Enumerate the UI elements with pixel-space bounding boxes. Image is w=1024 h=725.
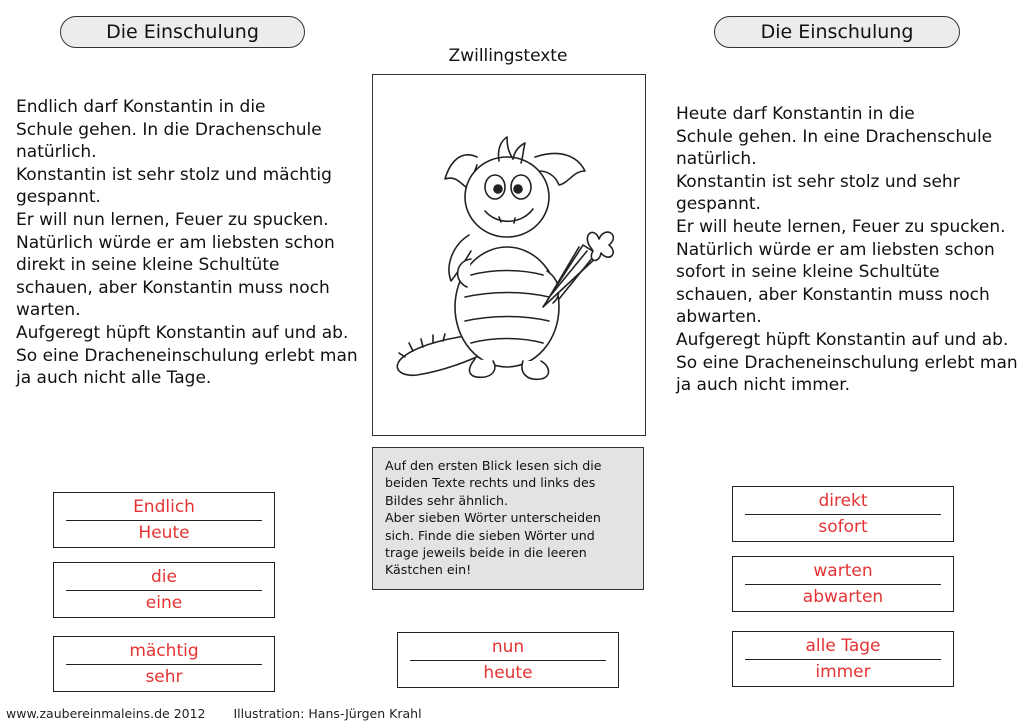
right-story-line: So eine Dracheneinschulung erlebt man: [676, 352, 1018, 373]
answer-divider: [745, 514, 941, 515]
answer-word-right: heute: [483, 663, 533, 683]
footer: [6, 706, 422, 721]
right-story-line: Konstantin ist sehr stolz und sehr: [676, 171, 960, 192]
left-story-line: natürlich.: [16, 142, 97, 163]
answer-word-right: immer: [815, 662, 871, 682]
answer-box-3[interactable]: [53, 636, 275, 692]
illustration-frame: [372, 74, 646, 436]
footer-credit: Illustration: Hans-Jürgen Krahl: [233, 706, 422, 721]
title-right: Die Einschulung: [714, 16, 960, 48]
subtitle: Zwillingstexte: [448, 46, 568, 66]
answer-divider: [66, 664, 262, 665]
answer-box-6[interactable]: [732, 556, 954, 612]
instruction-box: [372, 447, 644, 590]
answer-divider: [745, 584, 941, 585]
right-story-line: schauen, aber Konstantin muss noch: [676, 284, 990, 305]
answer-word-left: nun: [491, 637, 525, 657]
right-story-line: sofort in seine kleine Schultüte: [676, 262, 940, 283]
dragon-illustration: [373, 75, 645, 435]
left-story-line: Konstantin ist sehr stolz und mächtig: [16, 164, 332, 185]
left-story-line: Endlich darf Konstantin in die: [16, 97, 266, 117]
left-story-line: So eine Dracheneinschulung erlebt man: [16, 345, 358, 366]
title-left: Die Einschulung: [60, 16, 305, 48]
instruction-line: sich. Finde die sieben Wörter und: [385, 527, 595, 543]
answer-word-right: Heute: [138, 523, 190, 543]
left-story-line: direkt in seine kleine Schultüte: [16, 255, 280, 276]
answer-word-left: warten: [813, 561, 873, 581]
right-story-line: ja auch nicht immer.: [676, 375, 851, 396]
left-story-line: warten.: [16, 300, 81, 321]
answer-box-2[interactable]: [53, 562, 275, 618]
left-story-line: Natürlich würde er am liebsten schon: [16, 232, 335, 253]
right-story-line: Er will heute lernen, Feuer zu spucken.: [676, 216, 1006, 237]
instruction-line: Auf den ersten Blick lesen sich die: [385, 458, 602, 473]
left-story-line: schauen, aber Konstantin muss noch: [16, 277, 330, 298]
left-story-line: Schule gehen. In die Drachenschule: [16, 119, 322, 140]
answer-word-left: mächtig: [129, 641, 199, 661]
answer-word-left: die: [151, 567, 177, 587]
right-story-line: gespannt.: [676, 194, 761, 215]
instruction-line: Aber sieben Wörter unterscheiden: [385, 510, 601, 526]
right-story-line: Heute darf Konstantin in die: [676, 104, 915, 124]
answer-word-left: Endlich: [133, 497, 195, 517]
answer-box-1[interactable]: [53, 492, 275, 548]
instruction-line: Bildes sehr ähnlich.: [385, 492, 509, 508]
answer-divider: [66, 590, 262, 591]
right-story-line: natürlich.: [676, 149, 757, 170]
right-story-line: Natürlich würde er am liebsten schon: [676, 239, 995, 260]
left-story: [16, 96, 358, 390]
answer-word-right: sofort: [818, 517, 868, 537]
left-story-line: Er will nun lernen, Feuer zu spucken.: [16, 209, 329, 230]
answer-word-left: alle Tage: [805, 636, 881, 656]
right-story: [676, 103, 1018, 397]
footer-website: www.zaubereinmaleins.de 2012: [6, 706, 206, 721]
answer-box-5[interactable]: [732, 486, 954, 542]
answer-divider: [410, 660, 606, 661]
answer-box-7[interactable]: [732, 631, 954, 687]
instruction-line: Kästchen ein!: [385, 562, 472, 578]
left-story-line: gespannt.: [16, 187, 101, 208]
instruction-line: trage jeweils beide in die leeren: [385, 545, 587, 561]
left-story-line: ja auch nicht alle Tage.: [16, 368, 212, 389]
instruction-line: beiden Texte rechts und links des: [385, 475, 596, 491]
answer-divider: [745, 659, 941, 660]
right-story-line: Aufgeregt hüpft Konstantin auf und ab.: [676, 329, 1009, 350]
answer-word-right: abwarten: [802, 587, 884, 607]
answer-word-right: eine: [145, 593, 183, 613]
answer-word-left: direkt: [818, 491, 868, 511]
left-story-line: Aufgeregt hüpft Konstantin auf und ab.: [16, 322, 349, 343]
answer-box-4[interactable]: [397, 632, 619, 688]
answer-divider: [66, 520, 262, 521]
right-story-line: abwarten.: [676, 307, 762, 328]
answer-word-right: sehr: [145, 667, 183, 687]
right-story-line: Schule gehen. In eine Drachenschule: [676, 126, 993, 147]
